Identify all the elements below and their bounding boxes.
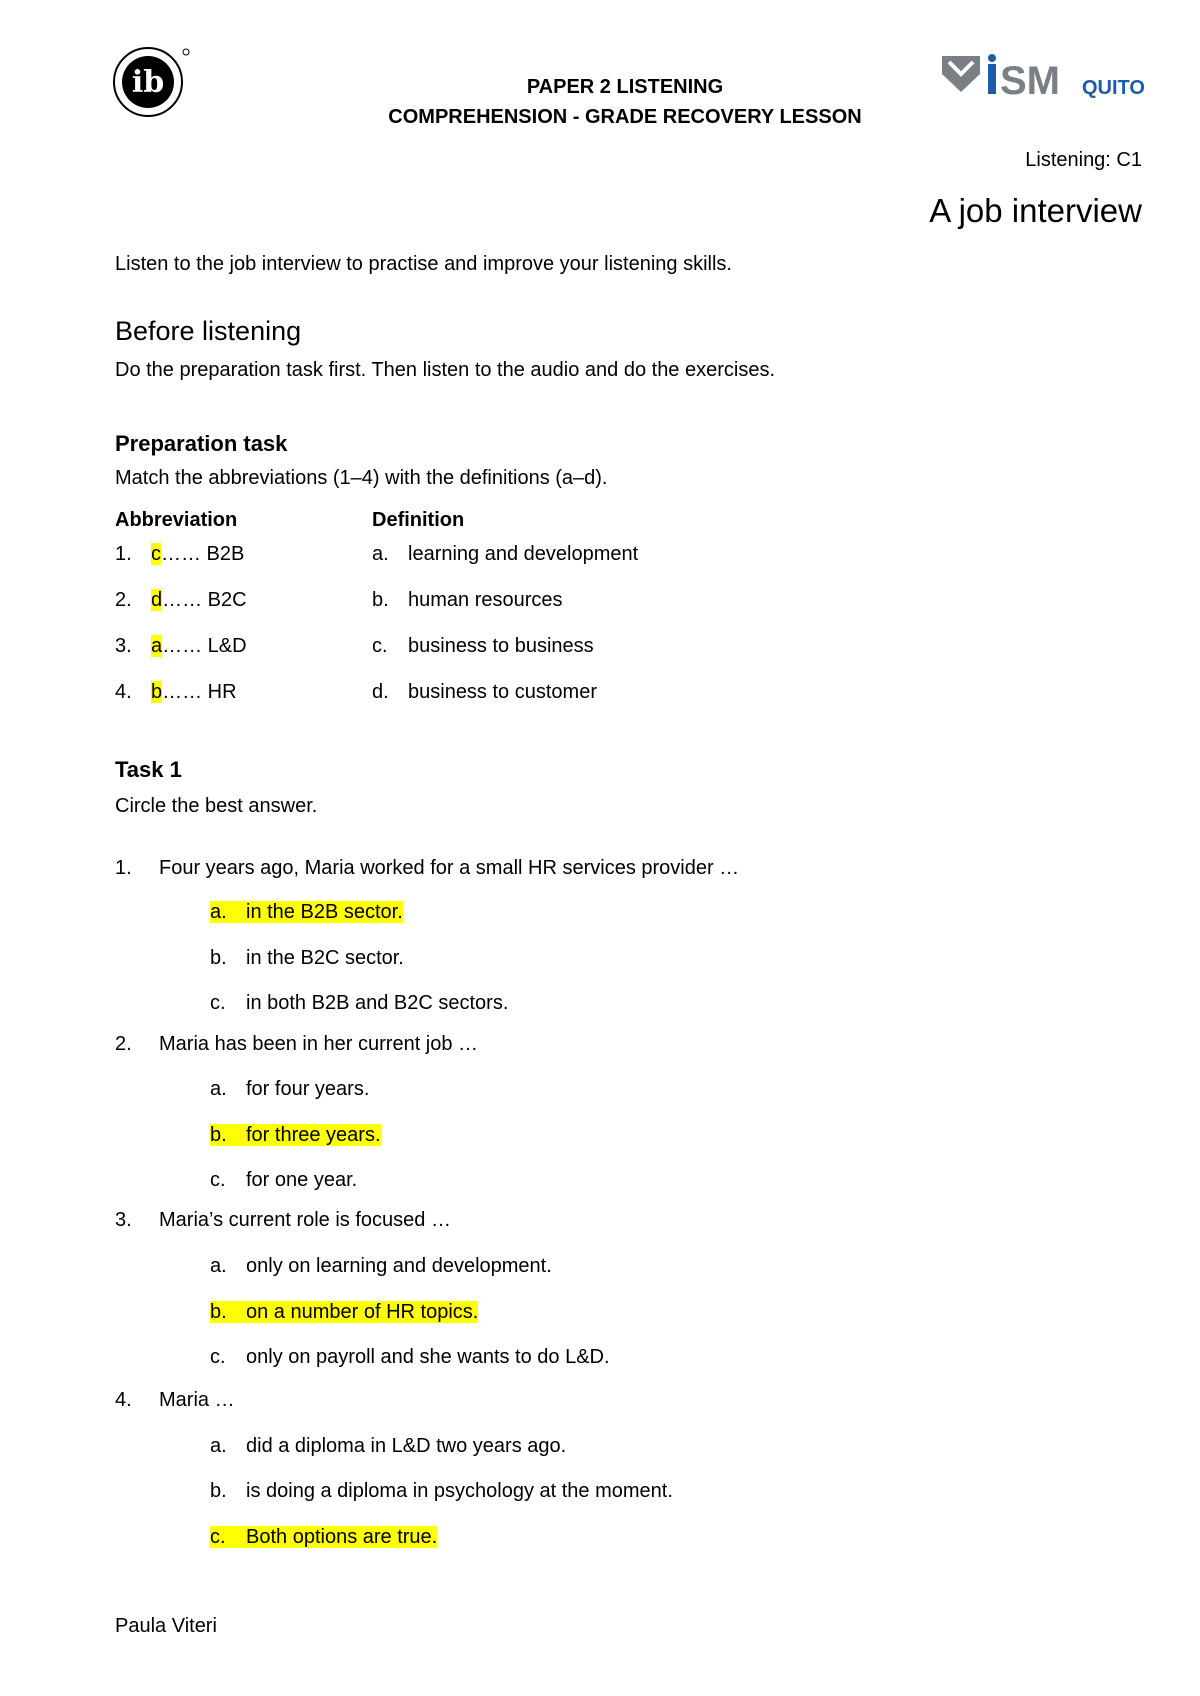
svg-text:SM: SM [1000, 59, 1060, 103]
prep-answer: a [151, 635, 163, 657]
option-1b[interactable]: b. in the B2C sector. [210, 947, 404, 969]
option-4a[interactable]: a. did a diploma in L&D two years ago. [210, 1435, 567, 1457]
before-listening-heading: Before listening [115, 316, 302, 346]
option-2a[interactable]: a. for four years. [210, 1078, 370, 1100]
option-3b[interactable]: b. on a number of HR topics. [210, 1301, 479, 1323]
page-title: A job interview [929, 192, 1142, 229]
task1-instruction: Circle the best answer. [115, 795, 318, 817]
definition-col-header: Definition [372, 509, 465, 531]
definition-row: a. learning and development [372, 543, 639, 565]
question-4: 4. Maria … [115, 1389, 235, 1411]
definition-row: c. business to business [372, 635, 594, 657]
footer-author: Paula Viteri [115, 1615, 217, 1637]
definition-row: d. business to customer [372, 681, 597, 703]
before-listening-text: Do the preparation task first. Then listen to the audio and do the exercises. [115, 359, 776, 381]
prep-answer: d [151, 589, 163, 611]
prep-answer: b [151, 681, 163, 703]
prep-row: 3. a…… L&D [115, 635, 247, 657]
prep-answer: c [151, 543, 161, 565]
option-1c[interactable]: c. in both B2B and B2C sectors. [210, 992, 509, 1014]
svg-text:ib: ib [131, 65, 165, 100]
question-1: 1. Four years ago, Maria worked for a small HR services provider … [115, 857, 740, 879]
definition-row: b. human resources [372, 589, 563, 611]
task1-heading: Task 1 [115, 757, 182, 782]
option-3a[interactable]: a. only on learning and development. [210, 1255, 552, 1277]
preparation-instruction: Match the abbreviations (1–4) with the definitions (a–d). [115, 467, 608, 489]
svg-text:QUITO: QUITO [1082, 77, 1145, 99]
option-1a[interactable]: a. in the B2B sector. [210, 901, 403, 923]
option-2c[interactable]: c. for one year. [210, 1169, 358, 1191]
option-3c[interactable]: c. only on payroll and she wants to do L&D. [210, 1346, 610, 1368]
intro-text: Listen to the job interview to practise and improve your listening skills. [115, 253, 732, 275]
option-2b[interactable]: b. for three years. [210, 1124, 381, 1146]
option-4b[interactable]: b. is doing a diploma in psychology at the moment. [210, 1480, 673, 1502]
ism-quito-logo [940, 50, 1165, 110]
abbreviation-col-header: Abbreviation [115, 509, 238, 531]
preparation-task-heading: Preparation task [115, 431, 288, 456]
level-label: Listening: C1 [1025, 149, 1142, 171]
prep-row: 1. c…… B2B [115, 543, 245, 565]
option-4c[interactable]: c. Both options are true. [210, 1526, 438, 1548]
question-2: 2. Maria has been in her current job … [115, 1033, 479, 1055]
ib-logo [108, 44, 204, 124]
header-line-1: PAPER 2 LISTENING [526, 76, 724, 98]
question-3: 3. Maria’s current role is focused … [115, 1209, 451, 1231]
header-line-2: COMPREHENSION - GRADE RECOVERY LESSON [388, 106, 862, 128]
prep-row: 2. d…… B2C [115, 589, 247, 611]
prep-row: 4. b…… HR [115, 681, 237, 703]
